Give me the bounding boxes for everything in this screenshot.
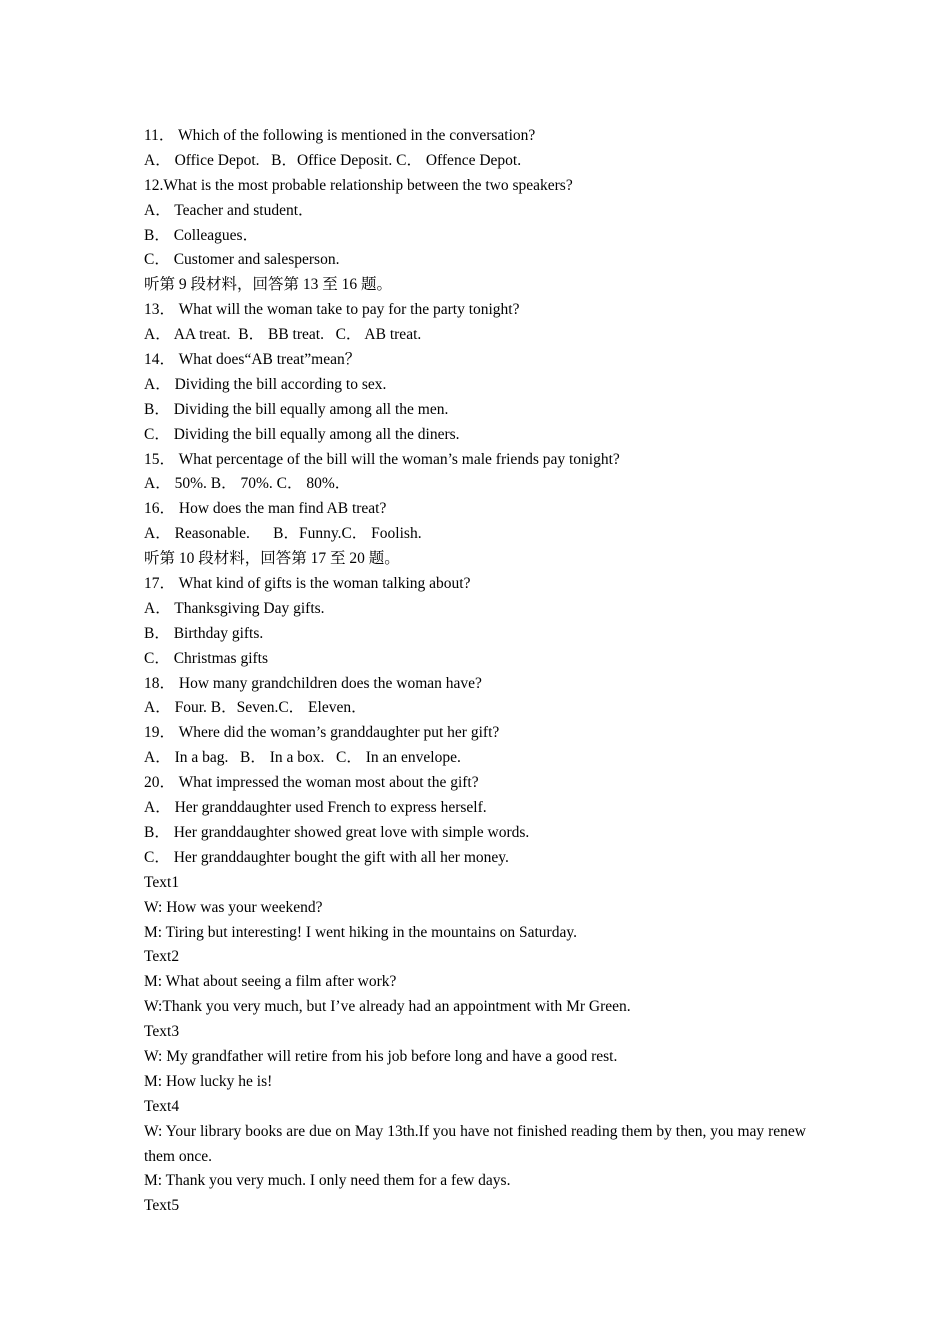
transcript-line: W:Thank you very much, but I’ve already had an appointment with Mr Green. bbox=[144, 998, 631, 1016]
question-19-options: A． In a bag. B． In a box. C． In an envelope. bbox=[144, 749, 461, 767]
question-20-option-a: A． Her granddaughter used French to express herself. bbox=[144, 799, 487, 817]
question-12-option-c: C． Customer and salesperson. bbox=[144, 251, 340, 269]
transcript-heading-5: Text5 bbox=[144, 1197, 180, 1215]
transcript-line: M: What about seeing a film after work? bbox=[144, 973, 397, 991]
question-14-option-c: C． Dividing the bill equally among all the diners. bbox=[144, 425, 460, 443]
transcript-heading-4: Text4 bbox=[144, 1097, 180, 1115]
transcript-heading-3: Text3 bbox=[144, 1023, 180, 1041]
question-15-options: A． 50%. B． 70%. C． 80%． bbox=[144, 475, 351, 493]
question-12-option-a: A． Teacher and student． bbox=[144, 201, 314, 219]
question-16: 16． How does the man find AB treat? bbox=[144, 500, 387, 518]
document-page bbox=[144, 124, 806, 1219]
section-instruction-9: 听第 9 段材料，回答第 13 至 16 题。 bbox=[144, 276, 393, 294]
question-19: 19． Where did the woman’s granddaughter put her gift? bbox=[144, 724, 500, 742]
question-18: 18． How many grandchildren does the woman have? bbox=[144, 674, 482, 692]
question-13-options: A． AA treat. B． BB treat. C． AB treat. bbox=[144, 326, 422, 344]
question-15: 15． What percentage of the bill will the woman’s male friends pay tonight? bbox=[144, 450, 620, 468]
question-17-option-a: A． Thanksgiving Day gifts. bbox=[144, 599, 325, 617]
transcript-line: M: How lucky he is! bbox=[144, 1072, 273, 1090]
question-14-option-a: A． Dividing the bill according to sex. bbox=[144, 375, 387, 393]
question-14-option-b: B． Dividing the bill equally among all the men. bbox=[144, 400, 449, 418]
question-17-option-c: C． Christmas gifts bbox=[144, 649, 269, 667]
question-11: 11． Which of the following is mentioned in the conversation? bbox=[144, 127, 536, 144]
transcript-heading-1: Text1 bbox=[144, 873, 180, 891]
question-18-options: A． Four. B．Seven.C． Eleven． bbox=[144, 699, 367, 717]
transcript-line: W: My grandfather will retire from his job before long and have a good rest. bbox=[144, 1047, 618, 1065]
question-20-option-c: C． Her granddaughter bought the gift with all her money. bbox=[144, 848, 509, 866]
transcript-line: M: Tiring but interesting! I went hiking in the mountains on Saturday. bbox=[144, 923, 577, 941]
question-12: 12.What is the most probable relationship between the two speakers? bbox=[144, 176, 573, 194]
question-17: 17． What kind of gifts is the woman talking about? bbox=[144, 575, 471, 593]
question-12-option-b: B． Colleagues． bbox=[144, 226, 259, 244]
question-17-option-b: B． Birthday gifts. bbox=[144, 624, 264, 642]
transcript-line: W: How was your weekend? bbox=[144, 898, 323, 916]
transcript-line: W: Your library books are due on May 13th.If you have not finished reading them by then, you may renew them once. bbox=[144, 1122, 806, 1165]
question-11-options: A． Office Depot. B．Office Deposit. C． Offence Depot. bbox=[144, 151, 522, 169]
question-16-options: A． Reasonable. B．Funny.C． Foolish. bbox=[144, 525, 422, 543]
question-20: 20． What impressed the woman most about the gift? bbox=[144, 774, 479, 792]
section-instruction-10: 听第 10 段材料，回答第 17 至 20 题。 bbox=[144, 550, 400, 568]
question-20-option-b: B． Her granddaughter showed great love with simple words. bbox=[144, 823, 530, 841]
transcript-heading-2: Text2 bbox=[144, 948, 180, 966]
question-13: 13． What will the woman take to pay for the party tonight? bbox=[144, 301, 520, 319]
transcript-line: M: Thank you very much. I only need them for a few days. bbox=[144, 1172, 511, 1190]
question-14: 14． What does“AB treat”mean？ bbox=[144, 351, 361, 369]
